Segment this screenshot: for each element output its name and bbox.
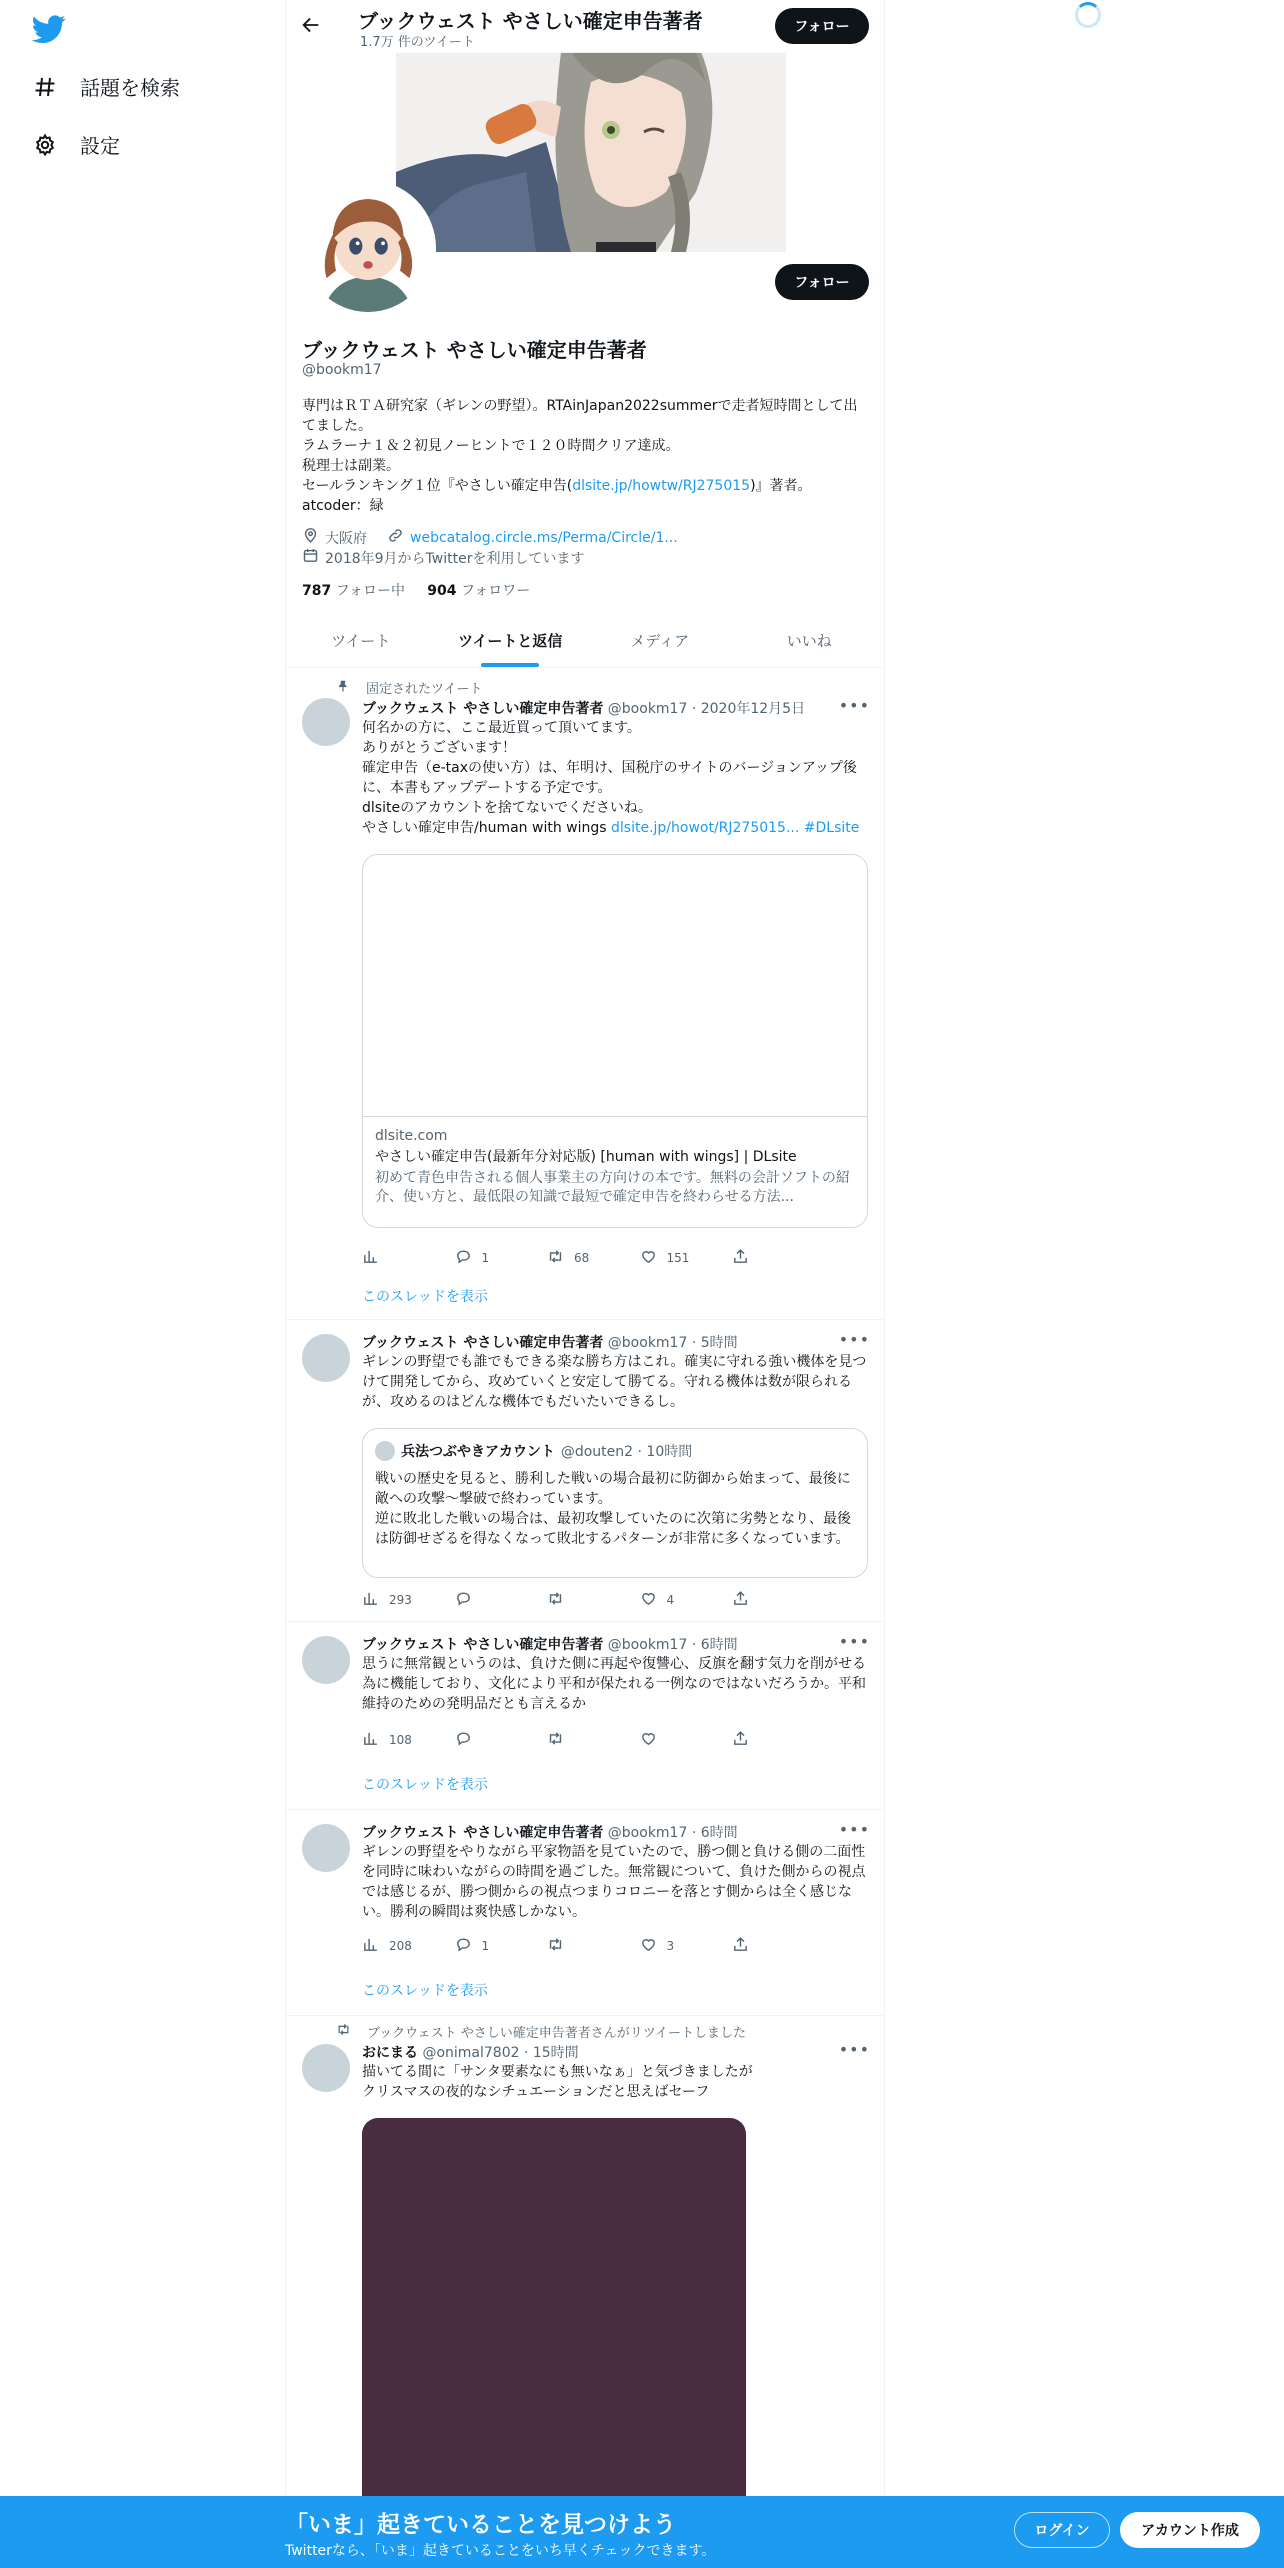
like-icon (640, 1590, 657, 1610)
views-button[interactable]: 108 (362, 1730, 422, 1750)
like-icon (640, 1936, 657, 1956)
link-card[interactable] (362, 854, 868, 1228)
loading-spinner-icon (1075, 2, 1101, 28)
share-icon (732, 1248, 749, 1268)
bio-text: )』著者。 (750, 478, 812, 494)
tweet-media-image[interactable] (362, 2118, 746, 2496)
quote-handle-time: @douten2 · 10時間 (560, 1444, 693, 1460)
link-card-title: やさしい確定申告(最新年分対応版) [human with wings] | DLsite (375, 1149, 797, 1165)
retweet-icon (547, 1248, 564, 1268)
reply-icon (455, 1936, 472, 1956)
profile-follow-button[interactable]: フォロー (775, 264, 869, 300)
tweet-avatar[interactable] (302, 1824, 350, 1872)
profile-banner-image[interactable] (396, 52, 786, 252)
retweet-icon (336, 2022, 351, 2041)
bio-line: atcoder：緑 (302, 498, 384, 514)
more-icon[interactable]: ••• (838, 1820, 870, 1839)
tab-tweets-and-replies[interactable]: ツイートと返信 (436, 614, 586, 667)
bio-line: 税理士は副業。 (302, 458, 400, 474)
nav-explore-label: 話題を検索 (80, 76, 180, 100)
like-icon (640, 1730, 657, 1750)
pin-icon (336, 679, 350, 697)
link-card-image (363, 855, 867, 1117)
tweet-text: 何名かの方に、ここ最近買って頂いてます。 ありがとうございます！ 確定申告（e-taxの使い方）は、年明け、国税庁のサイトのバージョンアップ後に、本書もアップデートする予定です。 dlsiteのアカウントを捨てないでくださいね。 やさしい確定申告/human with wings dlsite.jp/howot/RJ275015... #DLsite (362, 720, 860, 836)
tweet-text: ギレンの野望でも誰でもできる楽な勝ち方はこれ。確実に守れる強い機体を見つけて開発してから、攻めていくと安定して勝てる。守れる機体は数が限られるが、攻めるのはどんな機体でもだいたいできるし。 (362, 1354, 867, 1410)
retweet-button[interactable] (547, 1936, 607, 1956)
hashtag-icon (32, 74, 58, 100)
nav-explore[interactable] (32, 72, 180, 101)
tab-media[interactable]: メディア (630, 632, 690, 650)
calendar-icon (302, 547, 319, 568)
views-button[interactable]: 208 (362, 1936, 422, 1956)
header-title: ブックウェスト やさしい確定申告著者 (358, 9, 703, 33)
header-tweet-count: 1.7万 件のツイート (360, 35, 475, 50)
views-button[interactable]: 293 (362, 1590, 422, 1610)
profile-meta (302, 527, 678, 548)
tweet-avatar[interactable] (302, 1334, 350, 1382)
share-button[interactable] (732, 1248, 792, 1268)
tweet[interactable] (286, 1622, 884, 1810)
tweet-avatar[interactable] (302, 1636, 350, 1684)
bio-line: 専門はＲＴＡ研究家（ギレンの野望）。RTAinJapan2022summerで走者短時間として出てました。 (302, 398, 858, 434)
profile-joined: 2018年9月からTwitterを利用しています (325, 550, 585, 567)
tweet[interactable] (286, 668, 884, 1320)
followers-link[interactable]: 904 フォロワー (427, 583, 531, 599)
pinned-indicator (336, 678, 482, 697)
retweet-icon (547, 1730, 564, 1750)
show-thread-link[interactable]: このスレッドを表示 (362, 1983, 488, 1999)
tweet-header (362, 1634, 738, 1654)
like-button[interactable]: 3 (640, 1936, 700, 1956)
share-button[interactable] (732, 1730, 792, 1750)
show-thread-link[interactable]: このスレッドを表示 (362, 1289, 488, 1305)
reply-button[interactable]: 1 (455, 1936, 515, 1956)
tweet-avatar[interactable] (302, 2044, 350, 2092)
tweet-text: 描いてる間に「サンタ要素なにも無いなぁ」と気づきましたが クリスマスの夜的なシチュエーションだと思えばセーフ (362, 2064, 753, 2100)
retweet-icon (547, 1936, 564, 1956)
views-icon (362, 1936, 379, 1956)
back-arrow-icon[interactable] (300, 14, 326, 40)
quote-avatar (375, 1441, 395, 1461)
main-column (285, 0, 885, 2568)
left-navigation (0, 0, 285, 2568)
tweet-author-name[interactable]: ブックウェスト やさしい確定申告著者 (362, 1825, 604, 1841)
show-thread-link[interactable]: このスレッドを表示 (362, 1777, 488, 1793)
tweet-author-name[interactable]: ブックウェスト やさしい確定申告著者 (362, 1637, 604, 1653)
tweet-header (362, 1332, 738, 1352)
signup-banner-title: 「いま」起きていることを見つけよう (285, 2512, 676, 2538)
profile-stats (302, 580, 530, 600)
share-icon (732, 1730, 749, 1750)
gear-icon (32, 132, 58, 158)
link-icon (387, 527, 404, 548)
tweet-handle-time[interactable]: @onimal7802 · 15時間 (422, 2045, 579, 2061)
tweet-actions (362, 1590, 792, 1610)
retweet-button[interactable] (547, 1590, 607, 1610)
like-button[interactable]: 4 (640, 1590, 700, 1610)
profile-avatar[interactable] (300, 180, 436, 316)
tweet-avatar[interactable] (302, 698, 350, 746)
location-icon (302, 527, 319, 548)
tweet-actions (362, 1936, 792, 1956)
profile-handle: @bookm17 (302, 362, 382, 378)
tweet-text: 思うに無常観というのは、負けた側に再起や復讐心、反旗を翻す気力を削がせる為に機能しており、文化により平和が保たれる一例なのではないだろうか。平和維持のための発明品だとも言えるか (362, 1656, 866, 1712)
tweet-handle-time[interactable]: @bookm17 · 6時間 (607, 1825, 738, 1841)
nav-settings-label: 設定 (80, 134, 120, 158)
header-follow-button[interactable]: フォロー (775, 8, 869, 44)
share-icon (732, 1936, 749, 1956)
signup-banner (0, 2496, 1284, 2568)
nav-settings[interactable] (32, 130, 120, 159)
tab-likes[interactable]: いいね (786, 632, 832, 650)
login-button[interactable]: ログイン (1014, 2512, 1110, 2548)
share-icon (732, 1590, 749, 1610)
reply-icon (455, 1248, 472, 1268)
bio-text: セールランキング１位『やさしい確定申告( (302, 478, 573, 494)
following-link[interactable]: 787 フォロー中 (302, 583, 405, 599)
tweet-header (362, 2042, 579, 2062)
reply-button[interactable] (455, 1590, 515, 1610)
tweet[interactable] (286, 1810, 884, 2016)
bio-link[interactable]: dlsite.jp/howtw/RJ275015 (572, 478, 751, 494)
profile-tabs (286, 614, 884, 668)
profile-website[interactable]: webcatalog.circle.ms/Perma/Circle/1... (410, 529, 678, 546)
retweet-label: ブックウェスト やさしい確定申告著者さんがリツイートしました (367, 2026, 747, 2041)
profile-bio (302, 396, 868, 516)
reply-button[interactable]: 1 (455, 1248, 515, 1268)
views-icon (362, 1730, 379, 1750)
more-icon[interactable]: ••• (838, 2040, 870, 2059)
reply-button[interactable] (455, 1730, 515, 1750)
views-icon (362, 1590, 379, 1610)
like-button[interactable]: 151 (640, 1248, 700, 1268)
views-button[interactable] (362, 1248, 422, 1268)
reply-icon (455, 1590, 472, 1610)
profile-name: ブックウェスト やさしい確定申告著者 (302, 338, 647, 362)
tweet-handle-time[interactable]: @bookm17 · 5時間 (607, 1335, 738, 1351)
tweet-link[interactable]: dlsite.jp/howot/RJ275015... (611, 820, 800, 836)
views-icon (362, 1248, 379, 1268)
retweet-indicator (336, 2022, 746, 2041)
pinned-label: 固定されたツイート (366, 682, 483, 697)
tweet[interactable] (286, 2016, 884, 2496)
retweet-button[interactable]: 68 (547, 1248, 607, 1268)
quote-text: 戦いの歴史を見ると、勝利した戦いの場合最初に防御から始まって、最後に敵への攻撃～撃破で終わっています。 逆に敗北した戦いの場合は、最初攻撃していたのに次第に劣勢となり、最後は防御せざるを得なくなって敗北するパターンが非常に多くなっています。 (375, 1471, 851, 1547)
quote-author-name: 兵法つぶやきアカウント (401, 1444, 555, 1460)
more-icon[interactable]: ••• (838, 696, 870, 715)
signup-banner-subtitle: Twitterなら、「いま」起きていることをいち早くチェックできます。 (285, 2543, 716, 2559)
reply-icon (455, 1730, 472, 1750)
link-card-domain: dlsite.com (375, 1128, 448, 1144)
tweet[interactable] (286, 1320, 884, 1622)
like-button[interactable] (640, 1730, 700, 1750)
profile-location: 大阪府 (325, 530, 367, 547)
retweet-icon (547, 1590, 564, 1610)
tweet-text: ギレンの野望をやりながら平家物語を見ていたので、勝つ側と負ける側の二面性を同時に味わいながらの時間を過ごした。無常観について、負けた側からの視点では感じるが、勝つ側からの視点つまりコロニーを落とす側からは全く感じない。勝利の瞬間は爽快感しかない。 (362, 1844, 866, 1920)
hashtag-link[interactable]: #DLsite (803, 820, 860, 836)
twitter-logo-icon[interactable] (32, 12, 68, 48)
tweet-handle-time[interactable]: @bookm17 · 2020年12月5日 (607, 701, 806, 717)
tweet-handle-time[interactable]: @bookm17 · 6時間 (607, 1637, 738, 1653)
tweet-header (362, 1822, 738, 1842)
share-button[interactable] (732, 1590, 792, 1610)
like-icon (640, 1248, 657, 1268)
quoted-tweet[interactable] (362, 1428, 868, 1578)
tab-tweets[interactable]: ツイート (331, 632, 391, 650)
bio-line (302, 476, 868, 496)
signup-button[interactable]: アカウント作成 (1120, 2512, 1260, 2548)
tweet-author-name[interactable]: ブックウェスト やさしい確定申告著者 (362, 701, 604, 717)
profile-joined-row (302, 547, 584, 568)
bio-line: ラムラーナ１＆２初見ノーヒントで１２０時間クリア達成。 (302, 438, 680, 454)
retweet-button[interactable] (547, 1730, 607, 1750)
link-card-description: 初めて青色申告される個人事業主の方向けの本です。無料の会計ソフトの紹介、使い方と、最低限の知識で最短で確定申告を終わらせる方法... (375, 1170, 850, 1205)
share-button[interactable] (732, 1936, 792, 1956)
tweet-actions (362, 1248, 792, 1268)
tweet-author-name[interactable]: ブックウェスト やさしい確定申告著者 (362, 1335, 604, 1351)
tweet-actions (362, 1730, 792, 1750)
tweet-header (362, 698, 805, 718)
tweet-author-name[interactable]: おにまる (362, 2045, 418, 2061)
more-icon[interactable]: ••• (838, 1632, 870, 1651)
top-bar (286, 0, 884, 53)
more-icon[interactable]: ••• (838, 1330, 870, 1349)
